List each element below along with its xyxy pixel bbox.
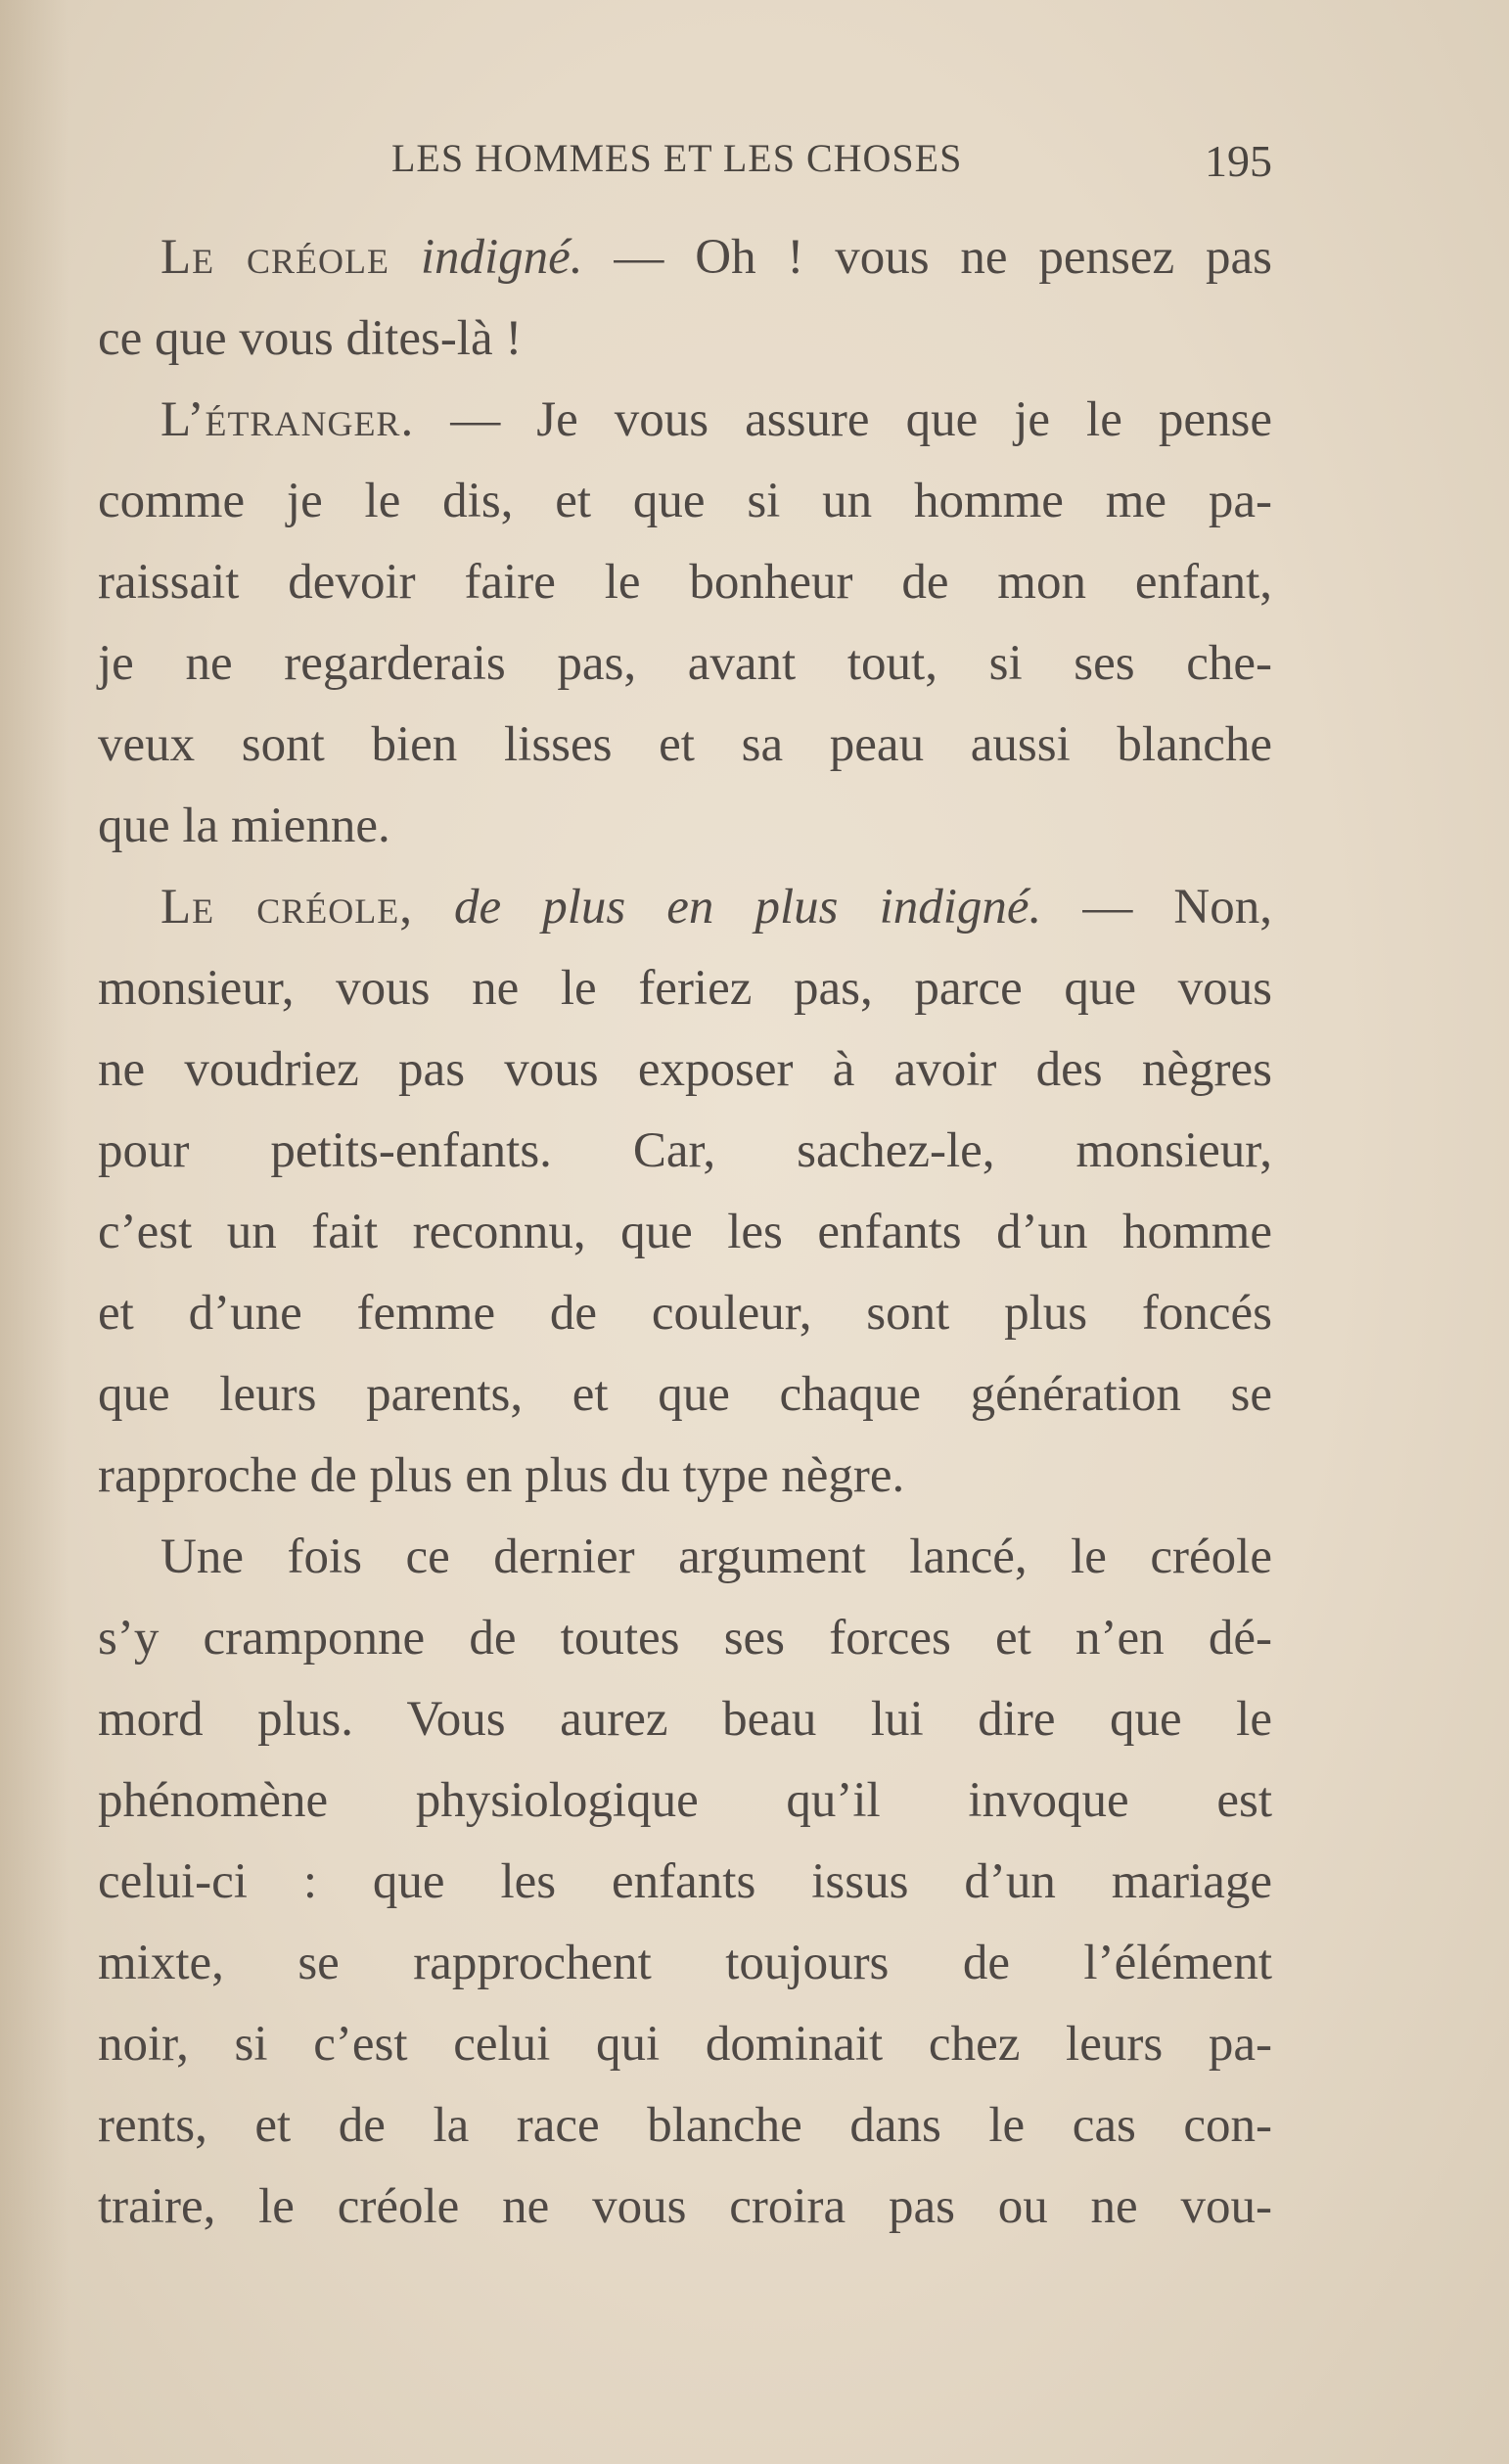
line-text: que leurs parents, et que chaque génération se xyxy=(98,1367,1272,1422)
line-text: celui-ci : que les enfants issus d’un mariage xyxy=(98,1854,1272,1909)
stage-direction: de plus en plus indigné. xyxy=(454,880,1042,935)
text-line xyxy=(98,2085,1272,2167)
text-line xyxy=(98,542,1272,623)
line-text: monsieur, vous ne le feriez pas, parce que vous xyxy=(98,961,1272,1016)
speaker-name: L’étranger. xyxy=(160,392,415,447)
line-text: mord plus. Vous aurez beau lui dire que le xyxy=(98,1692,1272,1747)
line-text: — Oh ! vous ne pensez pas xyxy=(582,230,1272,285)
text-line xyxy=(98,786,1272,867)
text-line xyxy=(98,1273,1272,1354)
text-line xyxy=(98,1598,1272,1679)
text-line xyxy=(98,1760,1272,1842)
stage-direction: indigné. xyxy=(420,230,583,285)
text-line xyxy=(98,2004,1272,2085)
line-text: raissait devoir faire le bonheur de mon enfant, xyxy=(98,555,1272,610)
line-text: ce que vous dites-là ! xyxy=(98,311,523,366)
text-line xyxy=(98,1029,1272,1111)
text-line xyxy=(98,867,1272,948)
text-line xyxy=(98,1192,1272,1273)
text-line xyxy=(98,1679,1272,1760)
text-line xyxy=(98,1923,1272,2004)
text-line xyxy=(98,1842,1272,1923)
line-text: — Non, xyxy=(1041,880,1272,935)
line-text: je ne regarderais pas, avant tout, si ses che- xyxy=(98,636,1272,691)
text-line xyxy=(98,705,1272,786)
text-line xyxy=(98,461,1272,542)
text-line xyxy=(98,217,1272,298)
line-text: — Je vous assure que je le pense xyxy=(414,392,1272,447)
line-text: traire, le créole ne vous croira pas ou ne vou- xyxy=(98,2179,1272,2234)
line-text: rapproche de plus en plus du type nègre. xyxy=(98,1448,905,1503)
text-line xyxy=(98,623,1272,705)
text-line xyxy=(98,1517,1272,1598)
line-text: veux sont bien lisses et sa peau aussi blanche xyxy=(98,717,1272,772)
line-text: et d’une femme de couleur, sont plus foncés xyxy=(98,1286,1272,1341)
line-text: comme je le dis, et que si un homme me pa- xyxy=(98,474,1272,528)
page-header xyxy=(98,135,1272,194)
line-text: que la mienne. xyxy=(98,799,390,853)
line-text: mixte, se rapprochent toujours de l’élément xyxy=(98,1936,1272,1990)
text-line xyxy=(98,380,1272,461)
text-line xyxy=(98,298,1272,380)
body-text xyxy=(98,217,1272,2248)
text-line xyxy=(98,1354,1272,1436)
line-text: pour petits-enfants. Car, sachez-le, monsieur, xyxy=(98,1123,1272,1178)
running-head: LES HOMMES ET LES CHOSES xyxy=(391,136,963,180)
text-line xyxy=(98,1436,1272,1517)
line-text: noir, si c’est celui qui dominait chez leurs pa- xyxy=(98,2017,1272,2072)
line-text: rents, et de la race blanche dans le cas con- xyxy=(98,2098,1272,2153)
line-text: phénomène physiologique qu’il invoque est xyxy=(98,1773,1272,1828)
text-line xyxy=(98,2167,1272,2248)
line-text: s’y cramponne de toutes ses forces et n’en dé- xyxy=(98,1611,1272,1665)
line-text: c’est un fait reconnu, que les enfants d’un homme xyxy=(98,1205,1272,1259)
text-line xyxy=(98,1111,1272,1192)
speaker-name: Le créole xyxy=(160,230,389,285)
line-text: ne voudriez pas vous exposer à avoir des nègres xyxy=(98,1042,1272,1097)
text-line xyxy=(98,948,1272,1029)
speaker-name: Le créole, xyxy=(160,880,413,935)
page-number: 195 xyxy=(1205,136,1272,186)
line-text: Une fois ce dernier argument lancé, le créole xyxy=(160,1529,1272,1584)
